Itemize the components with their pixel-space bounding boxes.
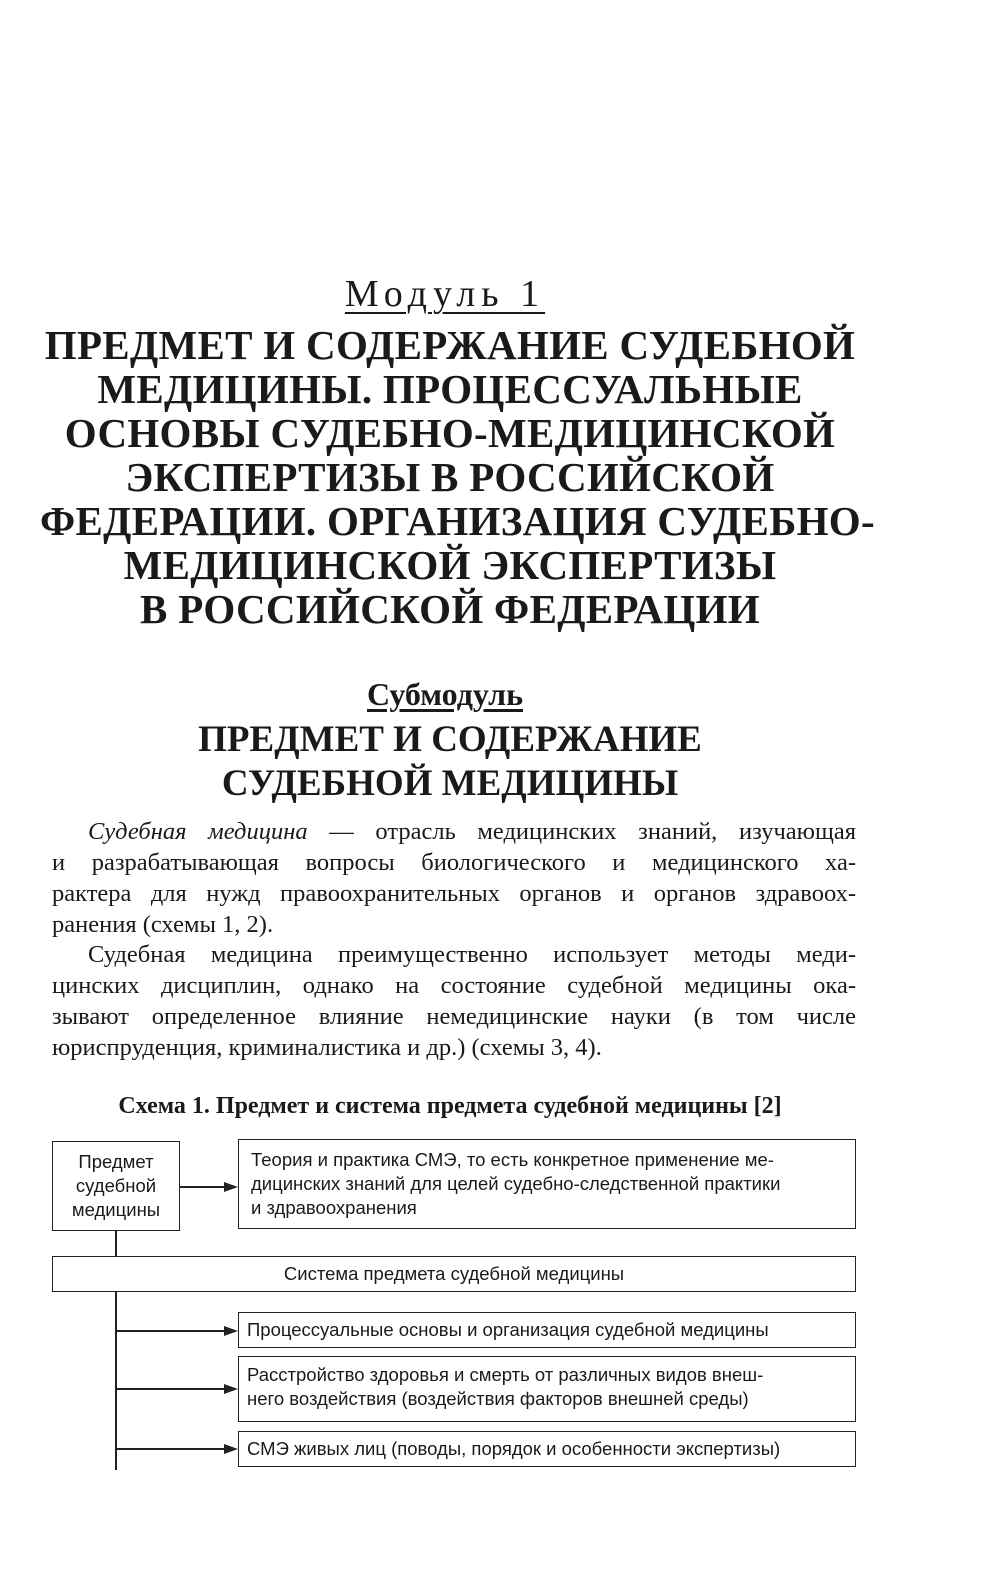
paragraph-methods	[52, 939, 856, 1063]
system-item-line: Расстройство здоровья и смерть от различных видов внеш-	[247, 1364, 764, 1385]
paragraph-line: юриспруденция, криминалистика и др.) (схемы 3, 4).	[52, 1034, 602, 1061]
system-box-label: Система предмета судебной медицины	[283, 1263, 625, 1284]
paragraph-line: и разрабатывающая вопросы биологического и медицинского ха-	[52, 849, 856, 876]
paragraph-definition	[52, 816, 856, 940]
subject-box-line: судебной	[75, 1175, 157, 1196]
system-item-box	[238, 1312, 856, 1348]
paragraph-line: ранения (схемы 1, 2).	[52, 911, 274, 938]
arrowhead-icon	[224, 1326, 238, 1336]
module-title-line: МЕДИЦИНЫ. ПРОЦЕССУАЛЬНЫЕ	[97, 366, 803, 412]
module-title-line: ЭКСПЕРТИЗЫ В РОССИЙСКОЙ	[125, 454, 775, 500]
arrowhead-icon	[224, 1384, 238, 1394]
paragraph-line: Судебная медицина преимущественно использует методы меди-	[88, 941, 856, 968]
paragraph-line: зывают определенное влияние немедицинские науки (в том числе	[52, 1003, 856, 1030]
module-title-line: ПРЕДМЕТ И СОДЕРЖАНИЕ СУДЕБНОЙ	[44, 322, 856, 368]
module-title	[40, 322, 875, 632]
submodule-title-line: ПРЕДМЕТ И СОДЕРЖАНИЕ	[198, 719, 702, 760]
theory-box-line: дицинских знаний для целей судебно-следственной практики	[251, 1173, 781, 1194]
spine-line	[115, 1292, 117, 1470]
module-title-line: ФЕДЕРАЦИИ. ОРГАНИЗАЦИЯ СУДЕБНО-	[40, 498, 875, 544]
connector-line	[180, 1186, 224, 1188]
module-title-line: В РОССИЙСКОЙ ФЕДЕРАЦИИ	[140, 586, 760, 632]
paragraph-line	[52, 816, 856, 847]
subject-box-line: Предмет	[78, 1151, 154, 1172]
theory-box-line: и здравоохранения	[251, 1197, 417, 1218]
connector-line	[115, 1231, 117, 1256]
module-title-line: МЕДИЦИНСКОЙ ЭКСПЕРТИЗЫ	[123, 542, 777, 588]
connector-line	[115, 1448, 225, 1450]
paragraph-line: цинских дисциплин, однако на состояние судебной медицины ока-	[52, 972, 856, 999]
system-item-box	[238, 1431, 856, 1467]
system-item-line: СМЭ живых лиц (поводы, порядок и особенности экспертизы)	[247, 1438, 781, 1459]
submodule-title-line: СУДЕБНОЙ МЕДИЦИНЫ	[221, 763, 679, 804]
system-item-line: него воздействия (воздействия факторов внешней среды)	[247, 1388, 749, 1409]
connector-line	[115, 1388, 225, 1390]
submodule-title	[0, 718, 900, 806]
theory-box-line: Теория и практика СМЭ, то есть конкретное применение ме-	[251, 1149, 774, 1170]
submodule-label: Субмодуль	[367, 676, 523, 712]
module-label: Модуль 1	[344, 273, 546, 315]
paragraph-text: — отрасль медицинских знаний, изучающая	[307, 818, 856, 845]
system-item-box	[238, 1356, 856, 1422]
subject-box-line: медицины	[71, 1199, 161, 1220]
module-title-line: ОСНОВЫ СУДЕБНО-МЕДИЦИНСКОЙ	[64, 410, 836, 456]
arrowhead-icon	[224, 1444, 238, 1454]
system-box	[52, 1256, 856, 1292]
theory-box	[238, 1139, 856, 1229]
subject-box	[52, 1141, 180, 1231]
term-italic: Судебная медицина	[88, 818, 308, 845]
arrowhead-icon	[224, 1182, 238, 1192]
system-item-line: Процессуальные основы и организация судебной медицины	[247, 1319, 769, 1340]
scheme-title: Схема 1. Предмет и система предмета судебной медицины [2]	[118, 1093, 782, 1119]
paragraph-line: рактера для нужд правоохранительных органов и органов здравоох-	[52, 880, 856, 907]
connector-line	[115, 1330, 225, 1332]
